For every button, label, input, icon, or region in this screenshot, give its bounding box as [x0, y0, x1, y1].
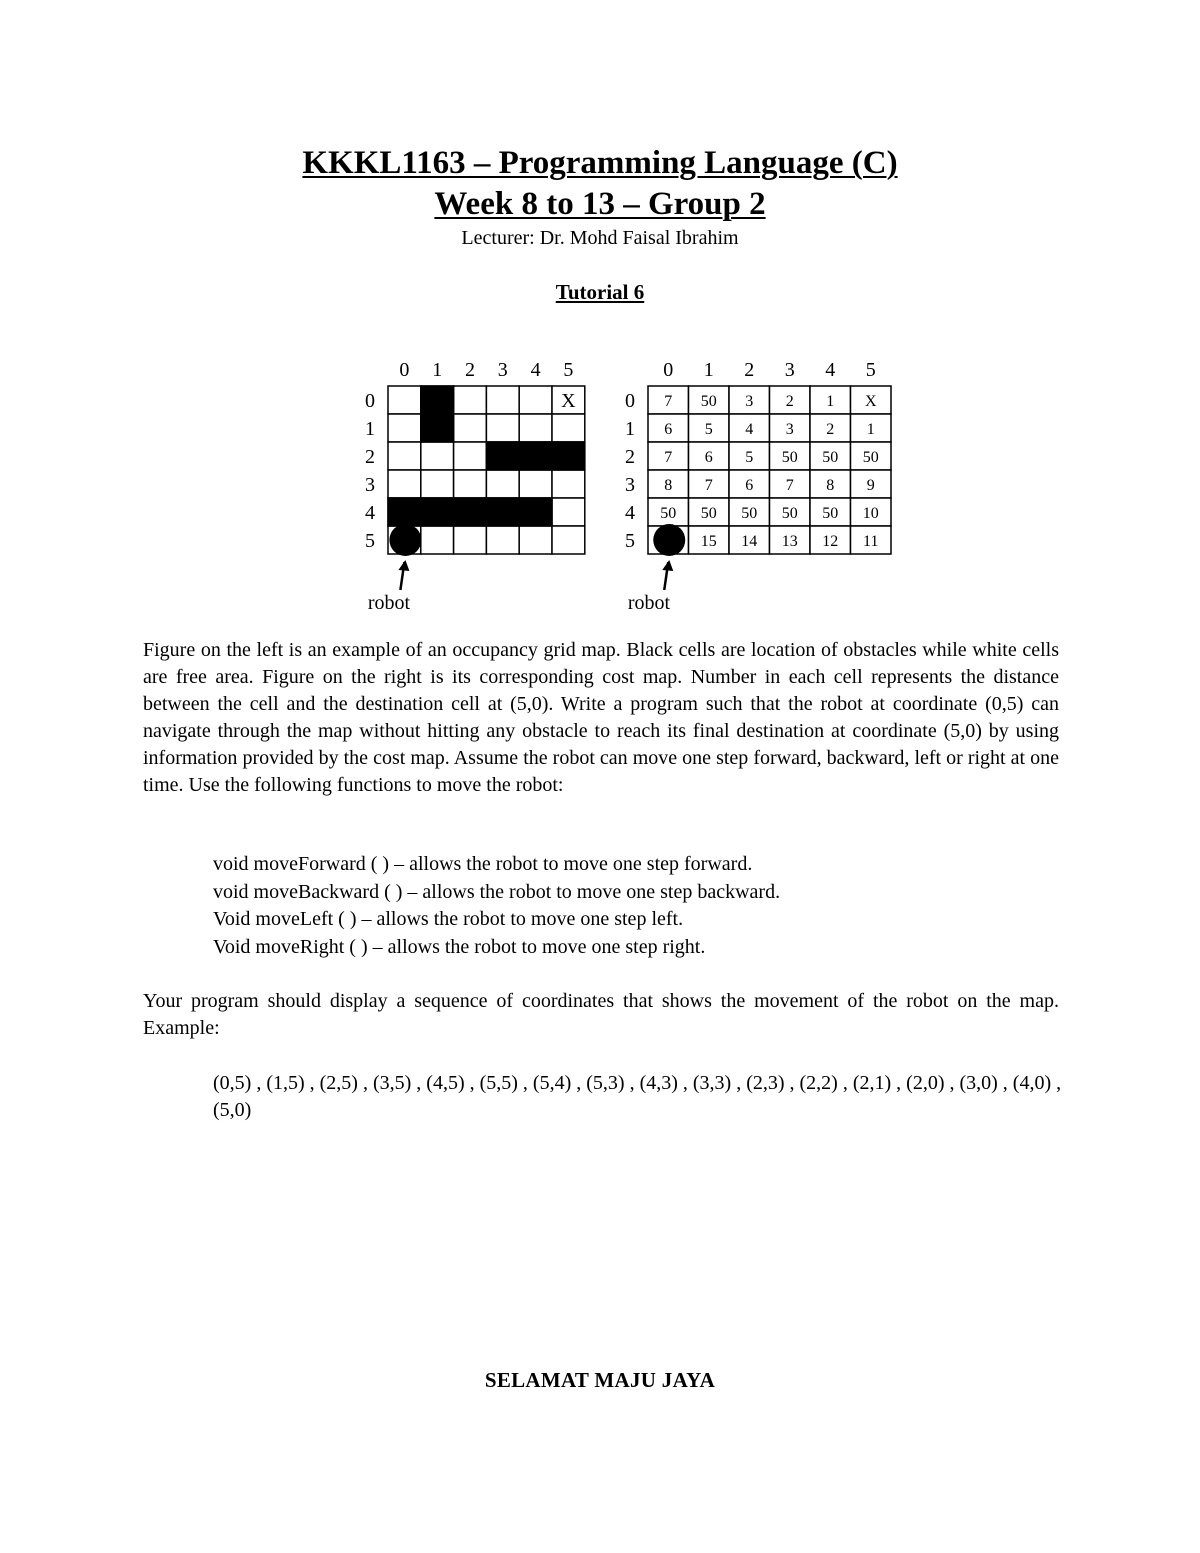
cost-col-label: 2	[744, 359, 755, 381]
occupancy-col-label: 4	[530, 359, 541, 381]
occupancy-cell	[486, 470, 519, 498]
occupancy-cell	[486, 414, 519, 442]
occupancy-cell	[454, 470, 487, 498]
robot-marker	[389, 524, 421, 556]
function-move-right: Void moveRight ( ) – allows the robot to move one step right.	[213, 935, 706, 958]
obstacle-cell	[519, 442, 552, 470]
cost-value: 1	[866, 421, 875, 438]
occupancy-col-label: 1	[432, 359, 443, 381]
occupancy-cell	[388, 386, 421, 414]
occupancy-cell	[519, 470, 552, 498]
course-title: KKKL1163 – Programming Language (C)	[302, 145, 898, 181]
cost-value: 1	[826, 393, 835, 410]
cost-value: 15	[700, 533, 717, 550]
cost-value: 5	[745, 449, 754, 466]
obstacle-cell	[519, 498, 552, 526]
cost-row-label: 5	[625, 530, 635, 552]
cost-value: X	[864, 393, 877, 410]
occupancy-row-label: 0	[365, 390, 375, 412]
obstacle-cell	[421, 414, 454, 442]
cost-value: 50	[822, 505, 839, 522]
occupancy-cell	[421, 470, 454, 498]
occupancy-row-label: 1	[365, 418, 375, 440]
cost-row-label: 4	[625, 502, 635, 524]
cost-value: 10	[862, 505, 879, 522]
cost-value: 14	[741, 533, 758, 550]
obstacle-cell	[421, 498, 454, 526]
cost-row-label: 3	[625, 474, 635, 496]
cost-col-label: 1	[703, 359, 714, 381]
figure-canvas	[0, 352, 1200, 622]
cost-row-label: 0	[625, 390, 635, 412]
occupancy-col-label: 5	[563, 359, 574, 381]
tutorial-heading: Tutorial 6	[555, 280, 645, 304]
cost-value: 2	[826, 421, 835, 438]
occupancy-cell	[421, 526, 454, 554]
cost-col-label: 3	[784, 359, 795, 381]
robot-marker	[653, 524, 685, 556]
cost-value: 2	[785, 393, 794, 410]
cost-value: 11	[863, 533, 879, 550]
robot-arrow-head	[398, 560, 409, 571]
occupancy-cell	[454, 442, 487, 470]
occupancy-cell	[519, 526, 552, 554]
cost-value: 7	[664, 449, 673, 466]
occupancy-cell	[454, 386, 487, 414]
cost-value: 6	[704, 449, 713, 466]
obstacle-cell	[421, 386, 454, 414]
obstacle-cell	[454, 498, 487, 526]
grid-figure	[0, 352, 1200, 622]
cost-value: 50	[741, 505, 758, 522]
occupancy-row-label: 3	[365, 474, 375, 496]
occupancy-cell	[454, 414, 487, 442]
obstacle-cell	[486, 442, 519, 470]
robot-arrow-head	[662, 560, 673, 571]
cost-value: 50	[781, 505, 798, 522]
program-paragraph: Your program should display a sequence of coordinates that shows the movement of the robot on the map. Example:	[143, 990, 1059, 1039]
robot-label: robot	[367, 592, 411, 614]
occupancy-cell	[486, 386, 519, 414]
cost-col-label: 5	[865, 359, 876, 381]
cost-value: 7	[704, 477, 713, 494]
cost-value: 13	[781, 533, 798, 550]
cost-value: 6	[745, 477, 754, 494]
function-move-backward: void moveBackward ( ) – allows the robot to move one step backward.	[213, 880, 781, 903]
function-list	[213, 851, 780, 961]
occupancy-cell	[552, 470, 585, 498]
obstacle-cell	[486, 498, 519, 526]
cost-value: 3	[745, 393, 754, 410]
lecturer-line: Lecturer: Dr. Mohd Faisal Ibrahim	[461, 227, 739, 249]
function-move-left: Void moveLeft ( ) – allows the robot to move one step left.	[213, 908, 684, 930]
cost-row-label: 2	[625, 446, 635, 468]
cost-value: 8	[826, 477, 835, 494]
occupancy-cell	[552, 526, 585, 554]
destination-mark: X	[561, 390, 576, 412]
occupancy-row-label: 2	[365, 446, 375, 468]
cost-value: 50	[700, 393, 717, 410]
occupancy-cell	[519, 414, 552, 442]
occupancy-row-label: 5	[365, 530, 375, 552]
occupancy-cell	[552, 498, 585, 526]
cost-value: 9	[866, 477, 875, 494]
occupancy-cell	[552, 414, 585, 442]
occupancy-cell	[388, 470, 421, 498]
cost-value: 50	[822, 449, 839, 466]
cost-value: 8	[664, 477, 673, 494]
obstacle-cell	[388, 498, 421, 526]
cost-value: 3	[785, 421, 794, 438]
occupancy-cell	[486, 526, 519, 554]
occupancy-cell	[388, 414, 421, 442]
occupancy-cell	[421, 442, 454, 470]
occupancy-cell	[454, 526, 487, 554]
cost-col-label: 0	[663, 359, 674, 381]
occupancy-col-label: 2	[465, 359, 475, 381]
cost-value: 50	[700, 505, 717, 522]
footer-motto: SELAMAT MAJU JAYA	[484, 1368, 716, 1392]
cost-row-label: 1	[625, 418, 635, 440]
occupancy-col-label: 3	[497, 359, 508, 381]
robot-label: robot	[627, 592, 671, 614]
cost-value: 50	[660, 505, 677, 522]
cost-value: 12	[822, 533, 839, 550]
cost-value: 7	[785, 477, 794, 494]
occupancy-col-label: 0	[399, 359, 410, 381]
cost-value: 50	[781, 449, 798, 466]
cost-value: 7	[664, 393, 673, 410]
example-sequence: (0,5) , (1,5) , (2,5) , (3,5) , (4,5) , (5,5) , (5,4) , (5,3) , (4,3) , (3,3) , (2,3) , (2,2) , (2,1) , (2,0) , (3,0) , (4,0) , (5,0)	[213, 1072, 1062, 1121]
cost-value: 4	[745, 421, 754, 438]
cost-value: 5	[704, 421, 713, 438]
occupancy-cell	[388, 442, 421, 470]
week-group-title: Week 8 to 13 – Group 2	[434, 186, 766, 222]
function-move-forward: void moveForward ( ) – allows the robot to move one step forward.	[213, 853, 753, 875]
occupancy-cell	[519, 386, 552, 414]
cost-value: 6	[664, 421, 673, 438]
intro-paragraph: Figure on the left is an example of an occupancy grid map. Black cells are location of obstacles while white cells are free area. Figure on the right is its corresponding cost map. Number in each cell represents the distance between the cell and the destination cell at (5,0). Write a program such that the robot at coordinate (0,5) can navigate through the map without hitting any obstacle to reach its final destination at coordinate (5,0) by using information provided by the cost map. Assume the robot can move one step forward, backward, left or right at one time. Use the following functions to move the robot:	[143, 639, 1059, 796]
cost-col-label: 4	[825, 359, 836, 381]
occupancy-row-label: 4	[365, 502, 375, 524]
obstacle-cell	[552, 442, 585, 470]
cost-value: 50	[862, 449, 879, 466]
